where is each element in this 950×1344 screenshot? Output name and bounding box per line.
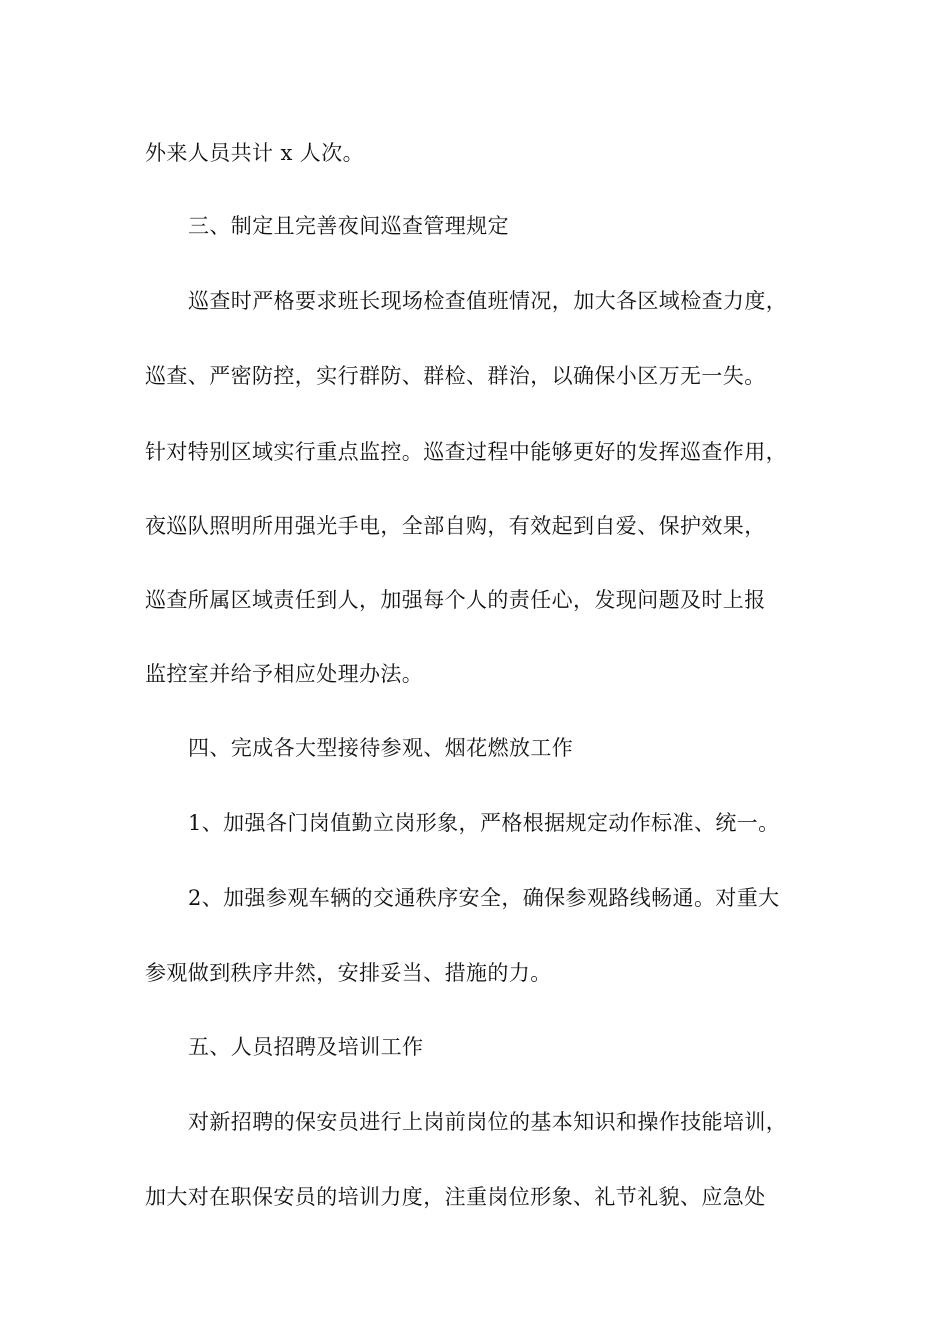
paragraph-line: 巡查、严密防控，实行群防、群检、群治，以确保小区万无一失。 [145,364,766,388]
paragraph-line: 对新招聘的保安员进行上岗前岗位的基本知识和操作技能培训， [188,1110,788,1134]
list-item: 2、加强参观车辆的交通秩序安全，确保参观路线畅通。对重大 [188,886,780,910]
paragraph-line: 巡查所属区域责任到人，加强每个人的责任心，发现问题及时上报 [145,588,766,612]
paragraph-line: 巡查时严格要求班长现场检查值班情况，加大各区域检查力度， [188,289,788,313]
section-heading: 五、人员招聘及培训工作 [188,1035,424,1059]
paragraph-line: 夜巡队照明所用强光手电，全部自购，有效起到自爱、保护效果， [145,514,766,538]
section-heading: 四、完成各大型接待参观、烟花燃放工作 [188,736,574,760]
paragraph-line: 监控室并给予相应处理办法。 [145,662,424,686]
paragraph-line: 参观做到秩序井然，安排妥当、措施的力。 [145,961,552,985]
paragraph-line: 针对特别区域实行重点监控。巡查过程中能够更好的发挥巡查作用， [145,440,787,464]
paragraph-line: 加大对在职保安员的培训力度，注重岗位形象、礼节礼貌、应急处 [145,1185,766,1209]
paragraph-line: 外来人员共计 x 人次。 [145,141,364,165]
list-item: 1、加强各门岗值勤立岗形象，严格根据规定动作标准、统一。 [188,811,780,835]
section-heading: 三、制定且完善夜间巡查管理规定 [188,214,509,238]
